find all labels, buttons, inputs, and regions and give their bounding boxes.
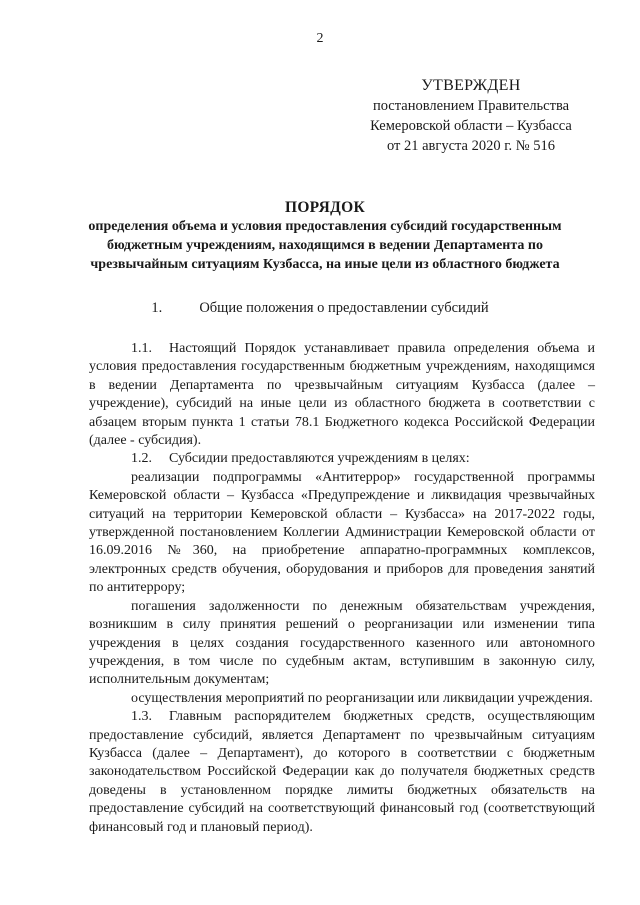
paragraph-number: 1.3. — [131, 709, 152, 725]
approval-line-1: постановлением Правительства — [372, 98, 570, 114]
document-title — [88, 198, 562, 274]
page-number: 2 — [316, 31, 324, 46]
paragraph — [89, 690, 595, 708]
section-title: Общие положения о предоставлении субсидий — [199, 300, 489, 316]
paragraph — [89, 450, 595, 468]
paragraph-text: погашения задолженности по денежным обязательствам учреждения, возникшим в силу принятия решений о реорганизации или изменении типа учреждения в целях создания государственного казенного или автономного учреждения, в том числе по судебным актам, вступившим в законную силу, исполнительным документам; — [89, 598, 595, 688]
document-title-sub: определения объема и условия предоставления субсидий государственным бюджетным учреждениям, находящимся в ведении Департамента по чрезвычайным ситуациям Кузбасса, на иные цели из областного бюджета — [88, 219, 562, 272]
paragraph-text: реализации подпрограммы «Антитеррор» государственной программы Кемеровской области – Кузбасса «Предупреждение и ликвидация чрезвычайных ситуаций на территории Кемеровской области – Кузбасса» на 2017-2022 годы, утвержденной постановлением Коллегии Администрации Кемеровской области от 16.09.2016 №360, на приобретение аппаратно-программных комплексов, электронных средств обучения, оборудования и приборов для проведения занятий по антитеррору; — [89, 469, 595, 596]
paragraph — [89, 708, 595, 837]
approval-title: УТВЕРЖДЕН — [421, 77, 521, 94]
approval-line-3: от 21 августа 2020 г. № 516 — [386, 138, 556, 154]
paragraph-text: Настоящий Порядок устанавливает правила определения объема и условия предоставления государственным бюджетным учреждениям, находящимся в ведении Департамента по чрезвычайным ситуациям Кузбасса (далее – учреждение), субсидий на иные цели из областного бюджета в соответствии с абзацем вторым пункта 1 статьи 78.1 Бюджетного кодекса Российской Федерации (далее - субсидия). — [89, 341, 595, 449]
document-title-main: ПОРЯДОК — [284, 199, 366, 216]
approval-stamp — [351, 76, 591, 156]
section-heading — [0, 300, 640, 317]
section-number: 1. — [151, 300, 163, 316]
document-body — [89, 340, 595, 837]
paragraph — [89, 598, 595, 690]
approval-line-2: Кемеровской области – Кузбасса — [370, 118, 572, 134]
paragraph-number: 1.1. — [131, 341, 152, 356]
paragraph-number: 1.2. — [131, 451, 152, 467]
paragraph-text: Субсидии предоставляются учреждениям в целях: — [169, 451, 470, 467]
paragraph-text: осуществления мероприятий по реорганизации или ликвидации учреждения. — [131, 690, 593, 706]
paragraph-text: Главным распорядителем бюджетных средств, осуществляющим предоставление субсидий, является Департамент по чрезвычайным ситуациям Кузбасса (далее – Департамент), до которого в соответствии с бюджетным законодательством Российской Федерации как до получателя бюджетных средств доведены в установленном порядке лимиты бюджетных обязательств на предоставление субсидий на соответствующий финансовый год (соответствующий финансовый год и плановый период). — [89, 709, 595, 835]
paragraph — [89, 469, 595, 598]
paragraph — [89, 340, 595, 450]
